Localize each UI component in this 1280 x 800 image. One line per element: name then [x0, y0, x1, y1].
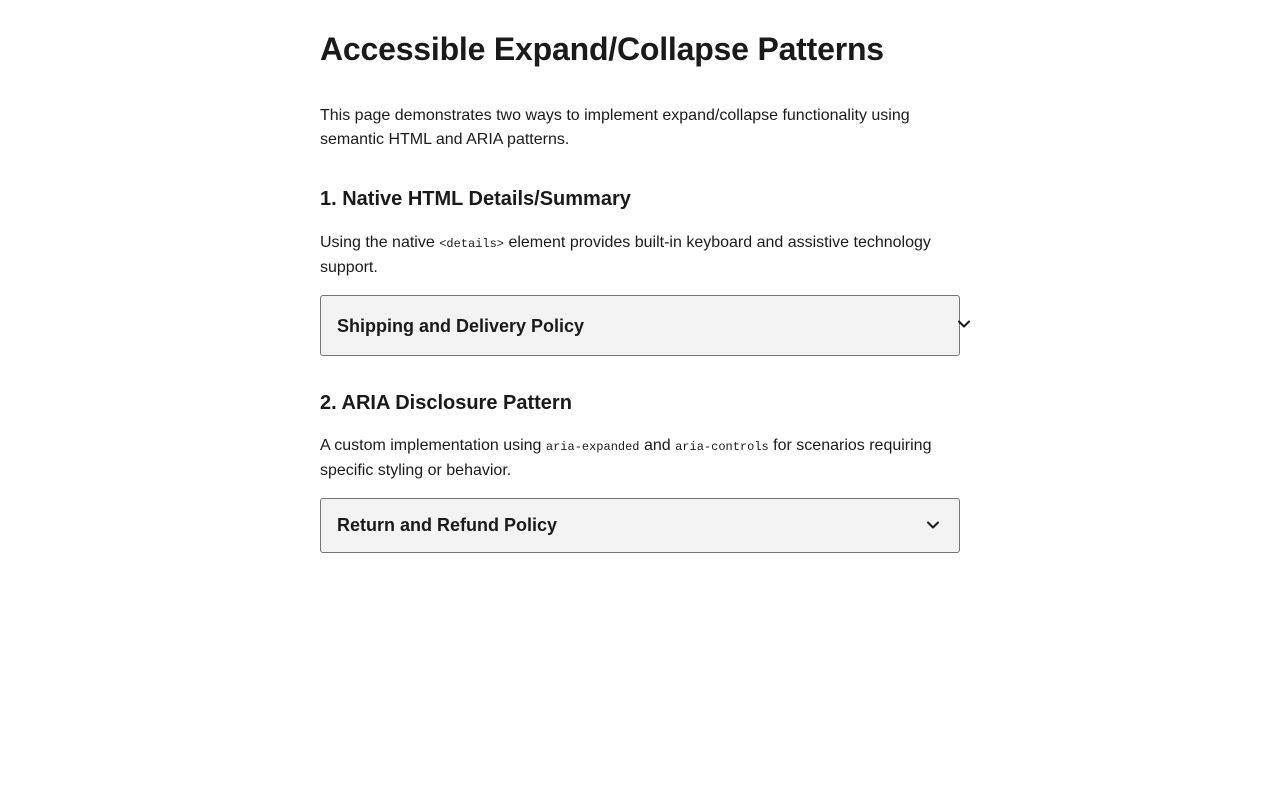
page-title: Accessible Expand/Collapse Patterns	[320, 31, 884, 67]
refund-policy-button[interactable]	[320, 498, 960, 553]
chevron-down-icon	[925, 517, 941, 533]
refund-policy-label: Return and Refund Policy	[337, 515, 558, 535]
aria-controls-code: aria-controls	[675, 440, 769, 454]
aria-desc-text-3: for scenarios requiring specific styling or behavior.	[320, 437, 932, 479]
intro-paragraph: This page demonstrates two ways to implement expand/collapse functionality using semantic HTML and ARIA patterns.	[320, 107, 910, 148]
aria-section-heading: 2. ARIA Disclosure Pattern	[320, 392, 572, 414]
shipping-policy-label: Shipping and Delivery Policy	[337, 316, 585, 336]
native-section-description	[320, 231, 960, 280]
native-desc-text-2: element provides built-in keyboard and assistive technology support.	[320, 234, 931, 276]
native-section-heading: 1. Native HTML Details/Summary	[320, 188, 631, 210]
native-desc-text-1: Using the native	[320, 234, 440, 251]
aria-desc-text-1: A custom implementation using	[320, 437, 546, 454]
details-code: <details>	[439, 237, 504, 251]
shipping-policy-summary[interactable]	[320, 295, 960, 356]
aria-section-description	[320, 434, 960, 483]
aria-expanded-code: aria-expanded	[545, 440, 640, 454]
aria-desc-text-2: and	[639, 437, 676, 454]
chevron-down-icon	[956, 316, 972, 332]
